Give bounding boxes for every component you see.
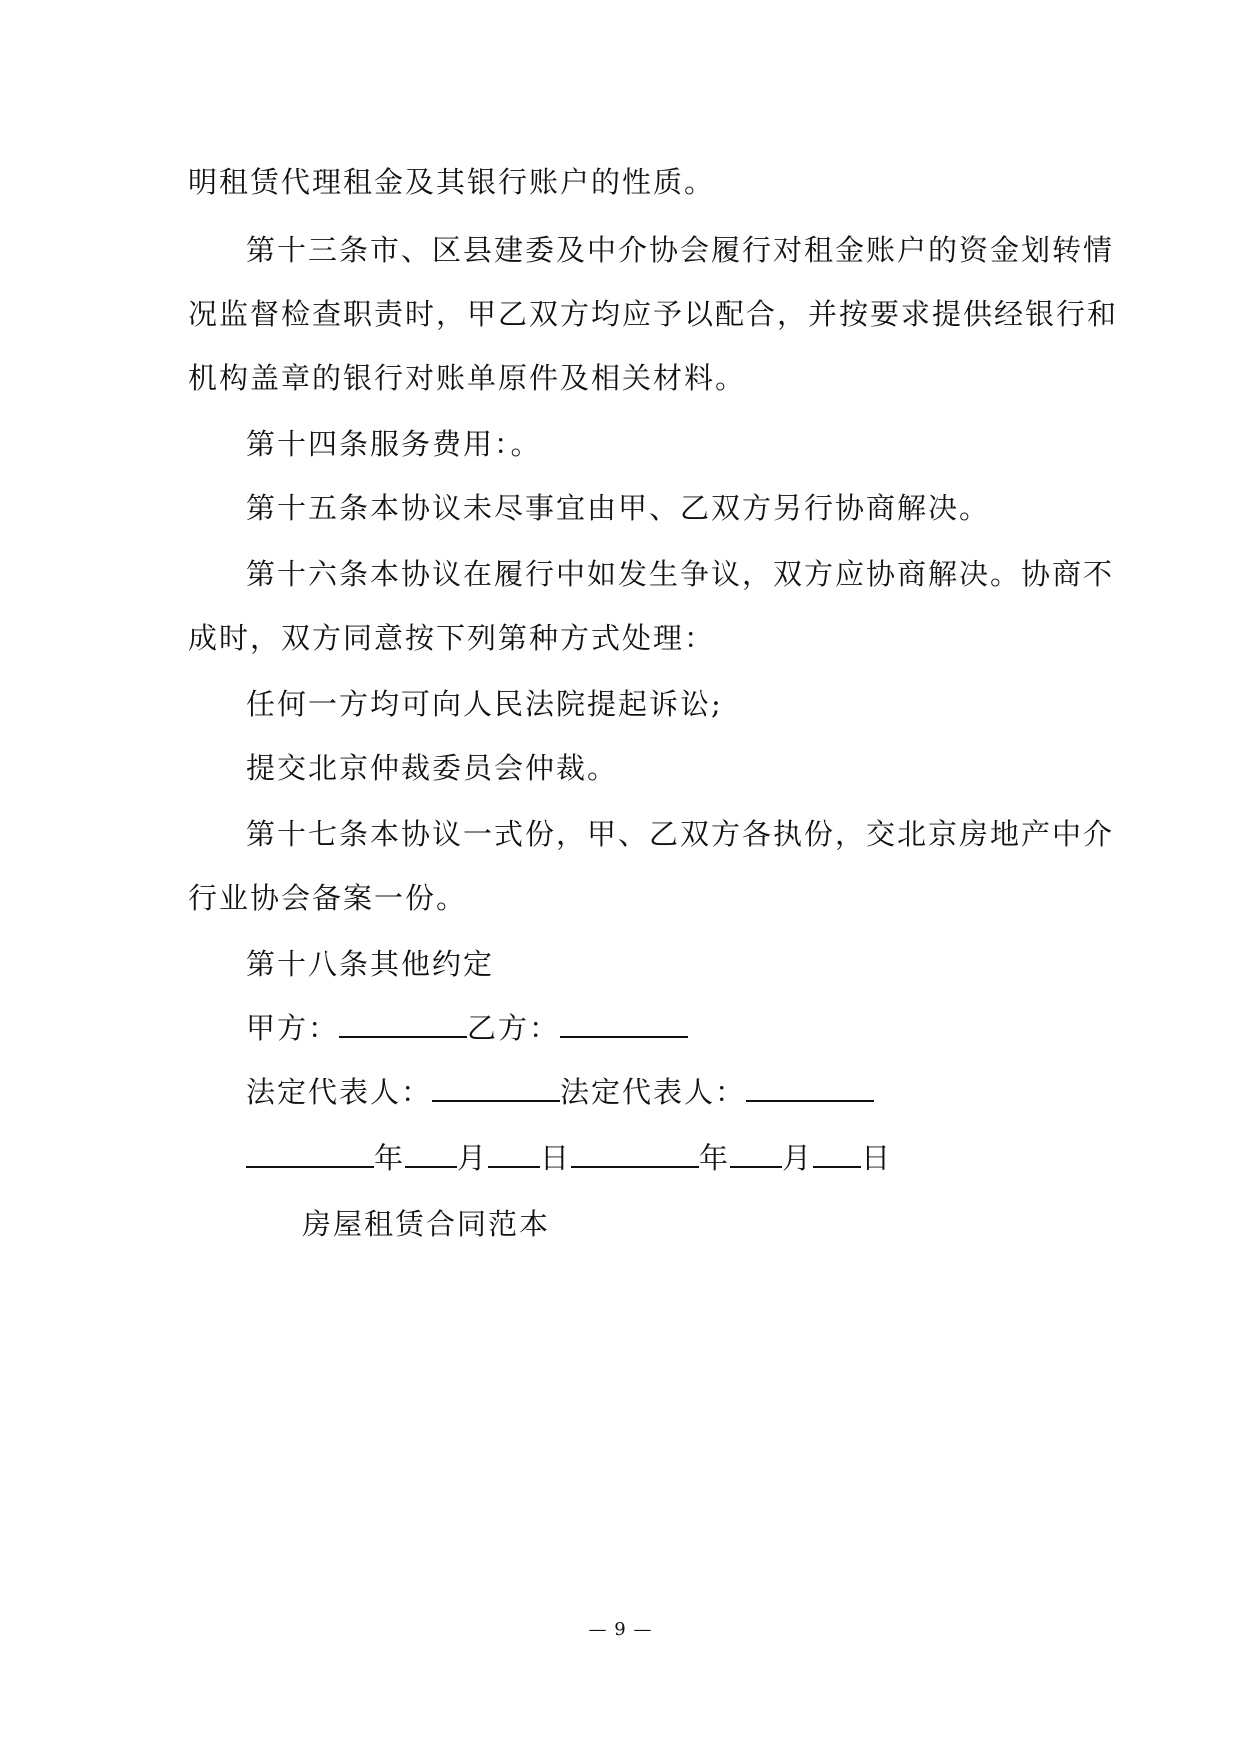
text-line: 明租赁代理租金及其银行账户的性质。 bbox=[188, 165, 716, 199]
year-b-blank[interactable] bbox=[571, 1140, 699, 1168]
clause-15: 第十五条本协议未尽事宜由甲、乙双方另行协商解决。 bbox=[246, 491, 991, 525]
legal-rep-row bbox=[246, 1074, 874, 1110]
party-b-blank[interactable] bbox=[560, 1010, 688, 1038]
clause-13-line-1: 第十三条市、区县建委及中介协会履行对租金账户的资金划转情 bbox=[246, 233, 1115, 267]
page-number: — 9 — bbox=[588, 1619, 653, 1640]
clause-16-line-2: 成时，双方同意按下列第种方式处理： bbox=[188, 621, 716, 655]
next-section-title: 房屋租赁合同范本 bbox=[302, 1207, 551, 1241]
clause-18: 第十八条其他约定 bbox=[246, 947, 495, 981]
legal-rep-b-blank[interactable] bbox=[746, 1074, 874, 1102]
clause-16-line-1: 第十六条本协议在履行中如发生争议，双方应协商解决。协商不 bbox=[246, 557, 1115, 591]
clause-14: 第十四条服务费用：。 bbox=[246, 427, 542, 461]
year-a-label: 年 bbox=[374, 1141, 406, 1175]
day-a-blank[interactable] bbox=[488, 1140, 540, 1168]
month-b-blank[interactable] bbox=[730, 1140, 782, 1168]
day-b-label: 日 bbox=[861, 1141, 893, 1175]
dispute-option-1: 任何一方均可向人民法院提起诉讼; bbox=[246, 687, 723, 721]
dispute-option-2: 提交北京仲裁委员会仲裁。 bbox=[246, 751, 619, 785]
clause-13-line-3: 机构盖章的银行对账单原件及相关材料。 bbox=[188, 361, 747, 395]
date-row bbox=[246, 1140, 892, 1176]
party-signature-row bbox=[246, 1010, 688, 1046]
party-a-blank[interactable] bbox=[339, 1010, 467, 1038]
month-a-label: 月 bbox=[457, 1141, 489, 1175]
month-a-blank[interactable] bbox=[405, 1140, 457, 1168]
year-a-blank[interactable] bbox=[246, 1140, 374, 1168]
month-b-label: 月 bbox=[782, 1141, 814, 1175]
party-a-label: 甲方： bbox=[246, 1011, 340, 1045]
year-b-label: 年 bbox=[699, 1141, 731, 1175]
clause-17-line-2: 行业协会备案一份。 bbox=[188, 881, 468, 915]
party-b-label: 乙方： bbox=[467, 1011, 561, 1045]
clause-17-line-1: 第十七条本协议一式份，甲、乙双方各执份，交北京房地产中介 bbox=[246, 817, 1115, 851]
clause-13-line-2: 况监督检查职责时，甲乙双方均应予以配合，并按要求提供经银行和 bbox=[188, 297, 1119, 331]
day-a-label: 日 bbox=[540, 1141, 572, 1175]
legal-rep-b-label: 法定代表人： bbox=[560, 1075, 747, 1109]
legal-rep-a-label: 法定代表人： bbox=[246, 1075, 433, 1109]
legal-rep-a-blank[interactable] bbox=[432, 1074, 560, 1102]
day-b-blank[interactable] bbox=[813, 1140, 861, 1168]
